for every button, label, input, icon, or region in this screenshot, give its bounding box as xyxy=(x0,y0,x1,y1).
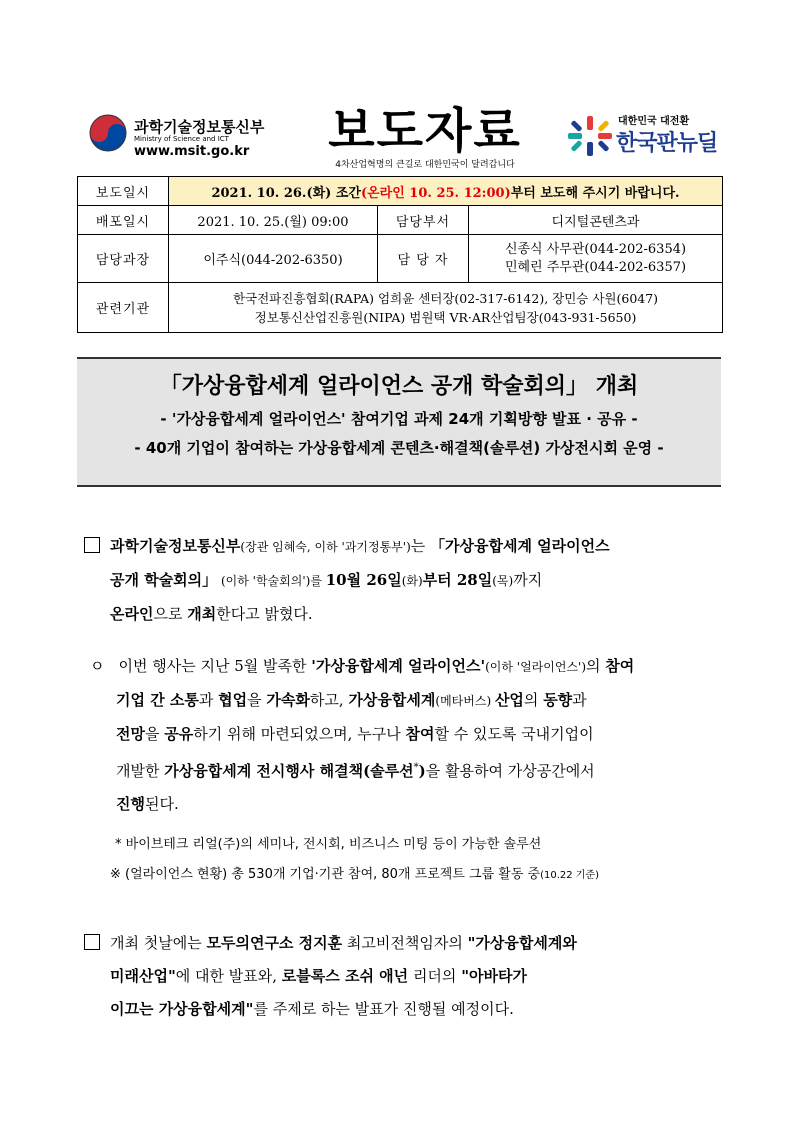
text-span: 할 수 있도록 국내기업이 xyxy=(434,725,594,743)
distribution-label: 배포일시 xyxy=(78,206,169,235)
release-date-note: 부터 보도해 주시기 바랍니다. xyxy=(510,185,680,201)
new-deal-title: 한국판뉴딜 xyxy=(616,131,718,156)
organization-row xyxy=(78,283,723,333)
person-line: 신종식 사무관(044-202-6354) xyxy=(504,241,687,257)
text-span: 의 xyxy=(523,691,544,709)
text-span: 까지 xyxy=(513,571,543,589)
ministry-english-name: Ministry of Science and ICT xyxy=(134,135,229,143)
distribution-row xyxy=(78,206,723,235)
release-info-table xyxy=(77,176,723,333)
release-date-main: 2021. 10. 26.(화) 조간 xyxy=(211,185,361,201)
ministry-logo xyxy=(88,113,308,161)
new-deal-star-icon xyxy=(568,116,612,156)
text-span: 으로 xyxy=(153,605,188,623)
note-date: (10.22 기준) xyxy=(540,870,599,881)
text-span: 을 활용하여 가상공간에서 xyxy=(425,762,595,780)
text-span: 개최 첫날에는 xyxy=(110,934,207,952)
text-span: 개최 xyxy=(187,605,217,623)
text-span: 의 xyxy=(586,657,606,675)
text-span: 과 xyxy=(572,691,587,709)
text-span: ) xyxy=(418,762,426,780)
paragraph-1 xyxy=(84,530,724,631)
footnote: * 바이브테크 리얼(주)의 세미나, 전시회, 비즈니스 미팅 등이 가능한 솔루션 xyxy=(115,837,542,852)
text-span: 과학기술정보통신부 xyxy=(110,537,241,555)
text-span: 온라인 xyxy=(110,605,154,623)
text-span: 전망 xyxy=(116,725,145,743)
text-span: 공개 학술회의」 xyxy=(110,571,218,589)
manager-label: 담당과장 xyxy=(78,235,169,283)
ministry-name: 과학기술정보통신부 xyxy=(134,118,265,136)
text-span: '가상융합세계 얼라이언스' xyxy=(311,657,486,675)
text-span: 산업 xyxy=(494,691,524,709)
text-span: 부터 28일 xyxy=(422,571,493,589)
circle-bullet-icon: ㅇ xyxy=(90,657,105,675)
korean-new-deal-logo xyxy=(568,108,728,160)
text-span: 10월 26일 xyxy=(325,571,402,589)
text-span: 하고, xyxy=(309,691,349,709)
organization-label: 관련기관 xyxy=(78,283,169,333)
headline-subtitle: - '가상융합세계 얼라이언스' 참여기업 과제 24개 기획방향 발표 · 공유 - xyxy=(160,410,638,428)
person-line: 민혜린 주무관(044-202-6357) xyxy=(504,259,687,275)
text-span: "아바타가 xyxy=(461,967,527,985)
headline-box xyxy=(77,357,721,487)
text-span: 개발한 xyxy=(116,762,165,780)
text-span: 는 xyxy=(410,537,431,555)
release-date-online: (온라인 10. 25. 12:00) xyxy=(360,185,511,201)
text-span: 가상융합세계 전시행사 해결책(솔루션 xyxy=(164,762,414,780)
text-span: 를 주제로 하는 발표가 진행될 예정이다. xyxy=(253,1000,514,1018)
box-bullet-icon xyxy=(84,934,100,950)
text-span: 참여 xyxy=(405,725,435,743)
alliance-status-note xyxy=(110,863,599,882)
paragraph-2 xyxy=(84,650,724,821)
text-span: (장관 임혜숙, 이하 '과기정통부') xyxy=(240,540,411,554)
organization-line: 한국전파진흥협회(RAPA) 엄희윤 센터장(02-317-6142), 장민승 사원(6047) xyxy=(232,290,659,306)
person-label: 담 당 자 xyxy=(378,235,469,283)
release-date-row xyxy=(78,177,723,206)
distribution-value: 2021. 10. 25.(월) 09:00 xyxy=(169,206,378,235)
text-span: 에 대한 발표와, xyxy=(175,967,282,985)
page-title: 보도자료 xyxy=(328,103,522,159)
text-span: 동향 xyxy=(543,691,573,709)
headline-subtitle: - 40개 기업이 참여하는 가상융합세계 콘텐츠·해결책(솔루션) 가상전시회 운영 - xyxy=(134,439,664,457)
text-span: 한다고 밝혔다. xyxy=(216,605,313,623)
text-span: 이끄는 가상융합세계" xyxy=(110,1000,254,1018)
text-span: (이하 '학술회의')를 xyxy=(217,574,326,588)
text-span: "가상융합세계와 xyxy=(467,934,577,952)
note-main: ※ (얼라이언스 현황) 총 530개 기업·기관 참여, 80개 프로젝트 그룹 활동 중 xyxy=(110,867,541,882)
footnote-marker: * xyxy=(413,762,419,773)
text-span: 진행 xyxy=(116,795,145,813)
contact-row xyxy=(78,235,723,283)
text-span: 로블록스 조쉬 애넌 xyxy=(281,967,409,985)
text-span: (화) xyxy=(401,574,423,588)
person-value xyxy=(469,235,723,283)
text-span: 모두의연구소 정지훈 xyxy=(206,934,343,952)
text-span: 리더의 xyxy=(408,967,462,985)
organization-value xyxy=(169,283,723,333)
organization-line: 정보통신산업진흥원(NIPA) 범원택 VR·AR산업팀장(043-931-5650) xyxy=(254,309,637,325)
release-date-label: 보도일시 xyxy=(78,177,169,206)
text-span: 과 xyxy=(198,691,219,709)
department-label: 담당부서 xyxy=(378,206,469,235)
text-span: 가상융합세계 xyxy=(348,691,436,709)
text-span: 하기 위해 마련되었으며, 누구나 xyxy=(193,725,406,743)
taegeuk-emblem-icon xyxy=(88,113,128,153)
ministry-url[interactable]: www.msit.go.kr xyxy=(134,144,250,159)
text-span: (목) xyxy=(492,574,514,588)
text-span: 「가상융합세계 얼라이언스 xyxy=(430,537,610,555)
text-span: 을 xyxy=(144,725,165,743)
text-span: 기업 간 소통 xyxy=(116,691,199,709)
slogan: 4차산업혁명의 큰길로 대한민국이 달려갑니다 xyxy=(335,160,515,170)
text-span: 가속화 xyxy=(266,691,310,709)
text-span: (이하 '얼라이언스') xyxy=(485,660,587,674)
release-date-value xyxy=(169,177,723,206)
text-span: (메타버스) xyxy=(435,694,495,708)
department-value: 디지털콘텐츠과 xyxy=(469,206,723,235)
text-span: 이번 행사는 지난 5월 발족한 xyxy=(118,657,312,675)
paragraph-3 xyxy=(84,927,724,1026)
box-bullet-icon xyxy=(84,537,100,553)
headline-title: 「가상융합세계 얼라이언스 공개 학술회의」 개최 xyxy=(159,374,639,399)
text-span: 미래산업" xyxy=(110,967,176,985)
text-span: 참여 xyxy=(605,657,635,675)
text-span: 최고비전책임자의 xyxy=(342,934,468,952)
new-deal-tagline: 대한민국 대전환 xyxy=(618,116,690,127)
manager-value: 이주식(044-202-6350) xyxy=(169,235,378,283)
text-span: 을 xyxy=(247,691,267,709)
text-span: 된다. xyxy=(144,795,179,813)
text-span: 공유 xyxy=(164,725,194,743)
text-span: 협업 xyxy=(218,691,248,709)
